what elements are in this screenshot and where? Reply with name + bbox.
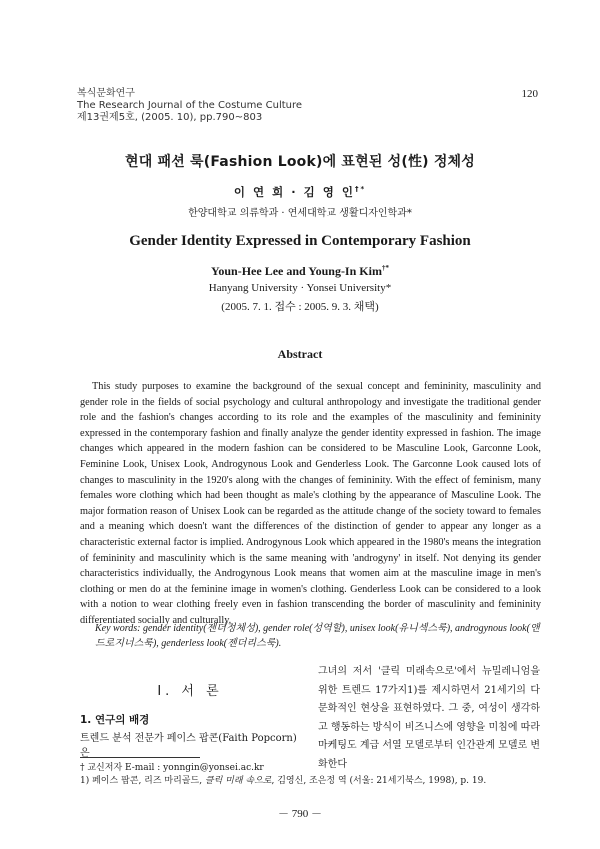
korean-authors: [0, 184, 600, 200]
korean-authors-mark: †*: [354, 185, 367, 194]
english-authors: [0, 264, 600, 279]
page-number-top: 120: [521, 88, 538, 100]
footnote-publication: , 김영신, 조은정 역 (서울: 21세기북스, 1998), p. 19.: [271, 776, 487, 786]
english-affiliation: Hanyang University · Yonsei University*: [208, 282, 392, 294]
footnote-divider: [80, 757, 200, 758]
footnote-reference-1: [80, 775, 550, 787]
right-column-paragraph: 그녀의 저서 '클릭 미래속으로'에서 뉴밀레니엄을 위한 트렌드 17가지1)를 제시하면서 21세기의 다문화적인 현상을 표현하였다. 그 중, 여성이 생각하고 행동하는 방식이 비즈니스에 영향을 미침에 따라 마케팅도 계급 서열 모델로부터 인간관계 모델로 변화한다: [318, 666, 540, 770]
english-authors-mark: †*: [381, 264, 389, 272]
journal-english-name: The Research Journal of the Costume Culture: [77, 100, 303, 111]
journal-korean-name: 복식문화연구: [77, 88, 135, 99]
korean-affiliation: 한양대학교 의류학과 · 연세대학교 생활디자인학과*: [188, 208, 412, 219]
footnote-number: 1): [80, 776, 90, 786]
english-authors-names: Youn-Hee Lee and Young-In Kim: [211, 264, 382, 278]
journal-volume-info: 제13권제5호, (2005. 10), pp.790~803: [77, 112, 263, 123]
section-title-introduction: Ⅰ. 서 론: [157, 684, 223, 699]
left-column-paragraph: 트렌드 분석 전문가 페이스 팝콘(Faith Popcorn)은: [80, 733, 297, 759]
subsection-title: 1. 연구의 배경: [80, 714, 150, 726]
korean-title: 현대 패션 룩(Fashion Look)에 표현된 성(性) 정체성: [125, 154, 475, 170]
page-number-footer: － 790 －: [278, 808, 322, 820]
footnote-book-title: 클릭 미래 속으로: [204, 776, 272, 786]
footnote-authors: 페이스 팝콘, 리즈 마리골드,: [89, 776, 205, 786]
english-title: Gender Identity Expressed in Contemporary Fashion: [129, 233, 471, 249]
korean-authors-names: 이 연 희 · 김 영 인: [233, 185, 355, 199]
footnote-corresponding-author: † 교신저자 E-mail : yonngin@yonsei.ac.kr: [80, 763, 264, 773]
abstract-heading: Abstract: [277, 347, 323, 361]
abstract-body: This study purposes to examine the background of the sexual concept and femininity, masculinity and gender role in the fields of social psychology and cultural anthropology and investigate the traditional gender role and the fashion's changes according to its role and the examples of the masculinity and femininity expressed in the contemporary fashion and finally analyze the gender identity expressed in fashion. The image changes which appeared in the modern fashion can be considered to be Masculine Look, Garconne Look, Feminine Look, Unisex Look, Androgynous Look and Genderless Look. The Garconne Look caused lots of changes to masculinity in the 1920's along with the changes of femininity. With the effect of feminism, many females wore clothing which had been thought as male's clothing by the appearance of Masculine Look. The major formation reason of Unisex Look can be regarded as the attitude change of the society toward to females and a meaning which doesn't want the differences of the distinction of gender to appear any longer as a characteristic external factor is implied. Androgynous Look which appeared in the 1980's means the integration of femininity and masculinity which is the same meaning with 'androgyny' in itself. Not denying its gender characteristics individually, the Androgynous Look means that women aim at the masculine image in men's clothing or men do at the feminine image in women's clothing. Genderless Look can be considered to a look with a notion to wear clothing freely even in fashion transcending the border of masculinity and femininity differentiated socially and culturally.: [80, 381, 541, 626]
keywords: Key words: gender identity(젠더정체성), gender role(성역할), unisex look(유니섹스룩), androgynous look(앤드로지너스룩), genderless look(젠더리스룩).: [95, 623, 540, 649]
submission-dates: (2005. 7. 1. 접수 : 2005. 9. 3. 채택): [221, 301, 379, 313]
journal-header: [77, 88, 302, 124]
